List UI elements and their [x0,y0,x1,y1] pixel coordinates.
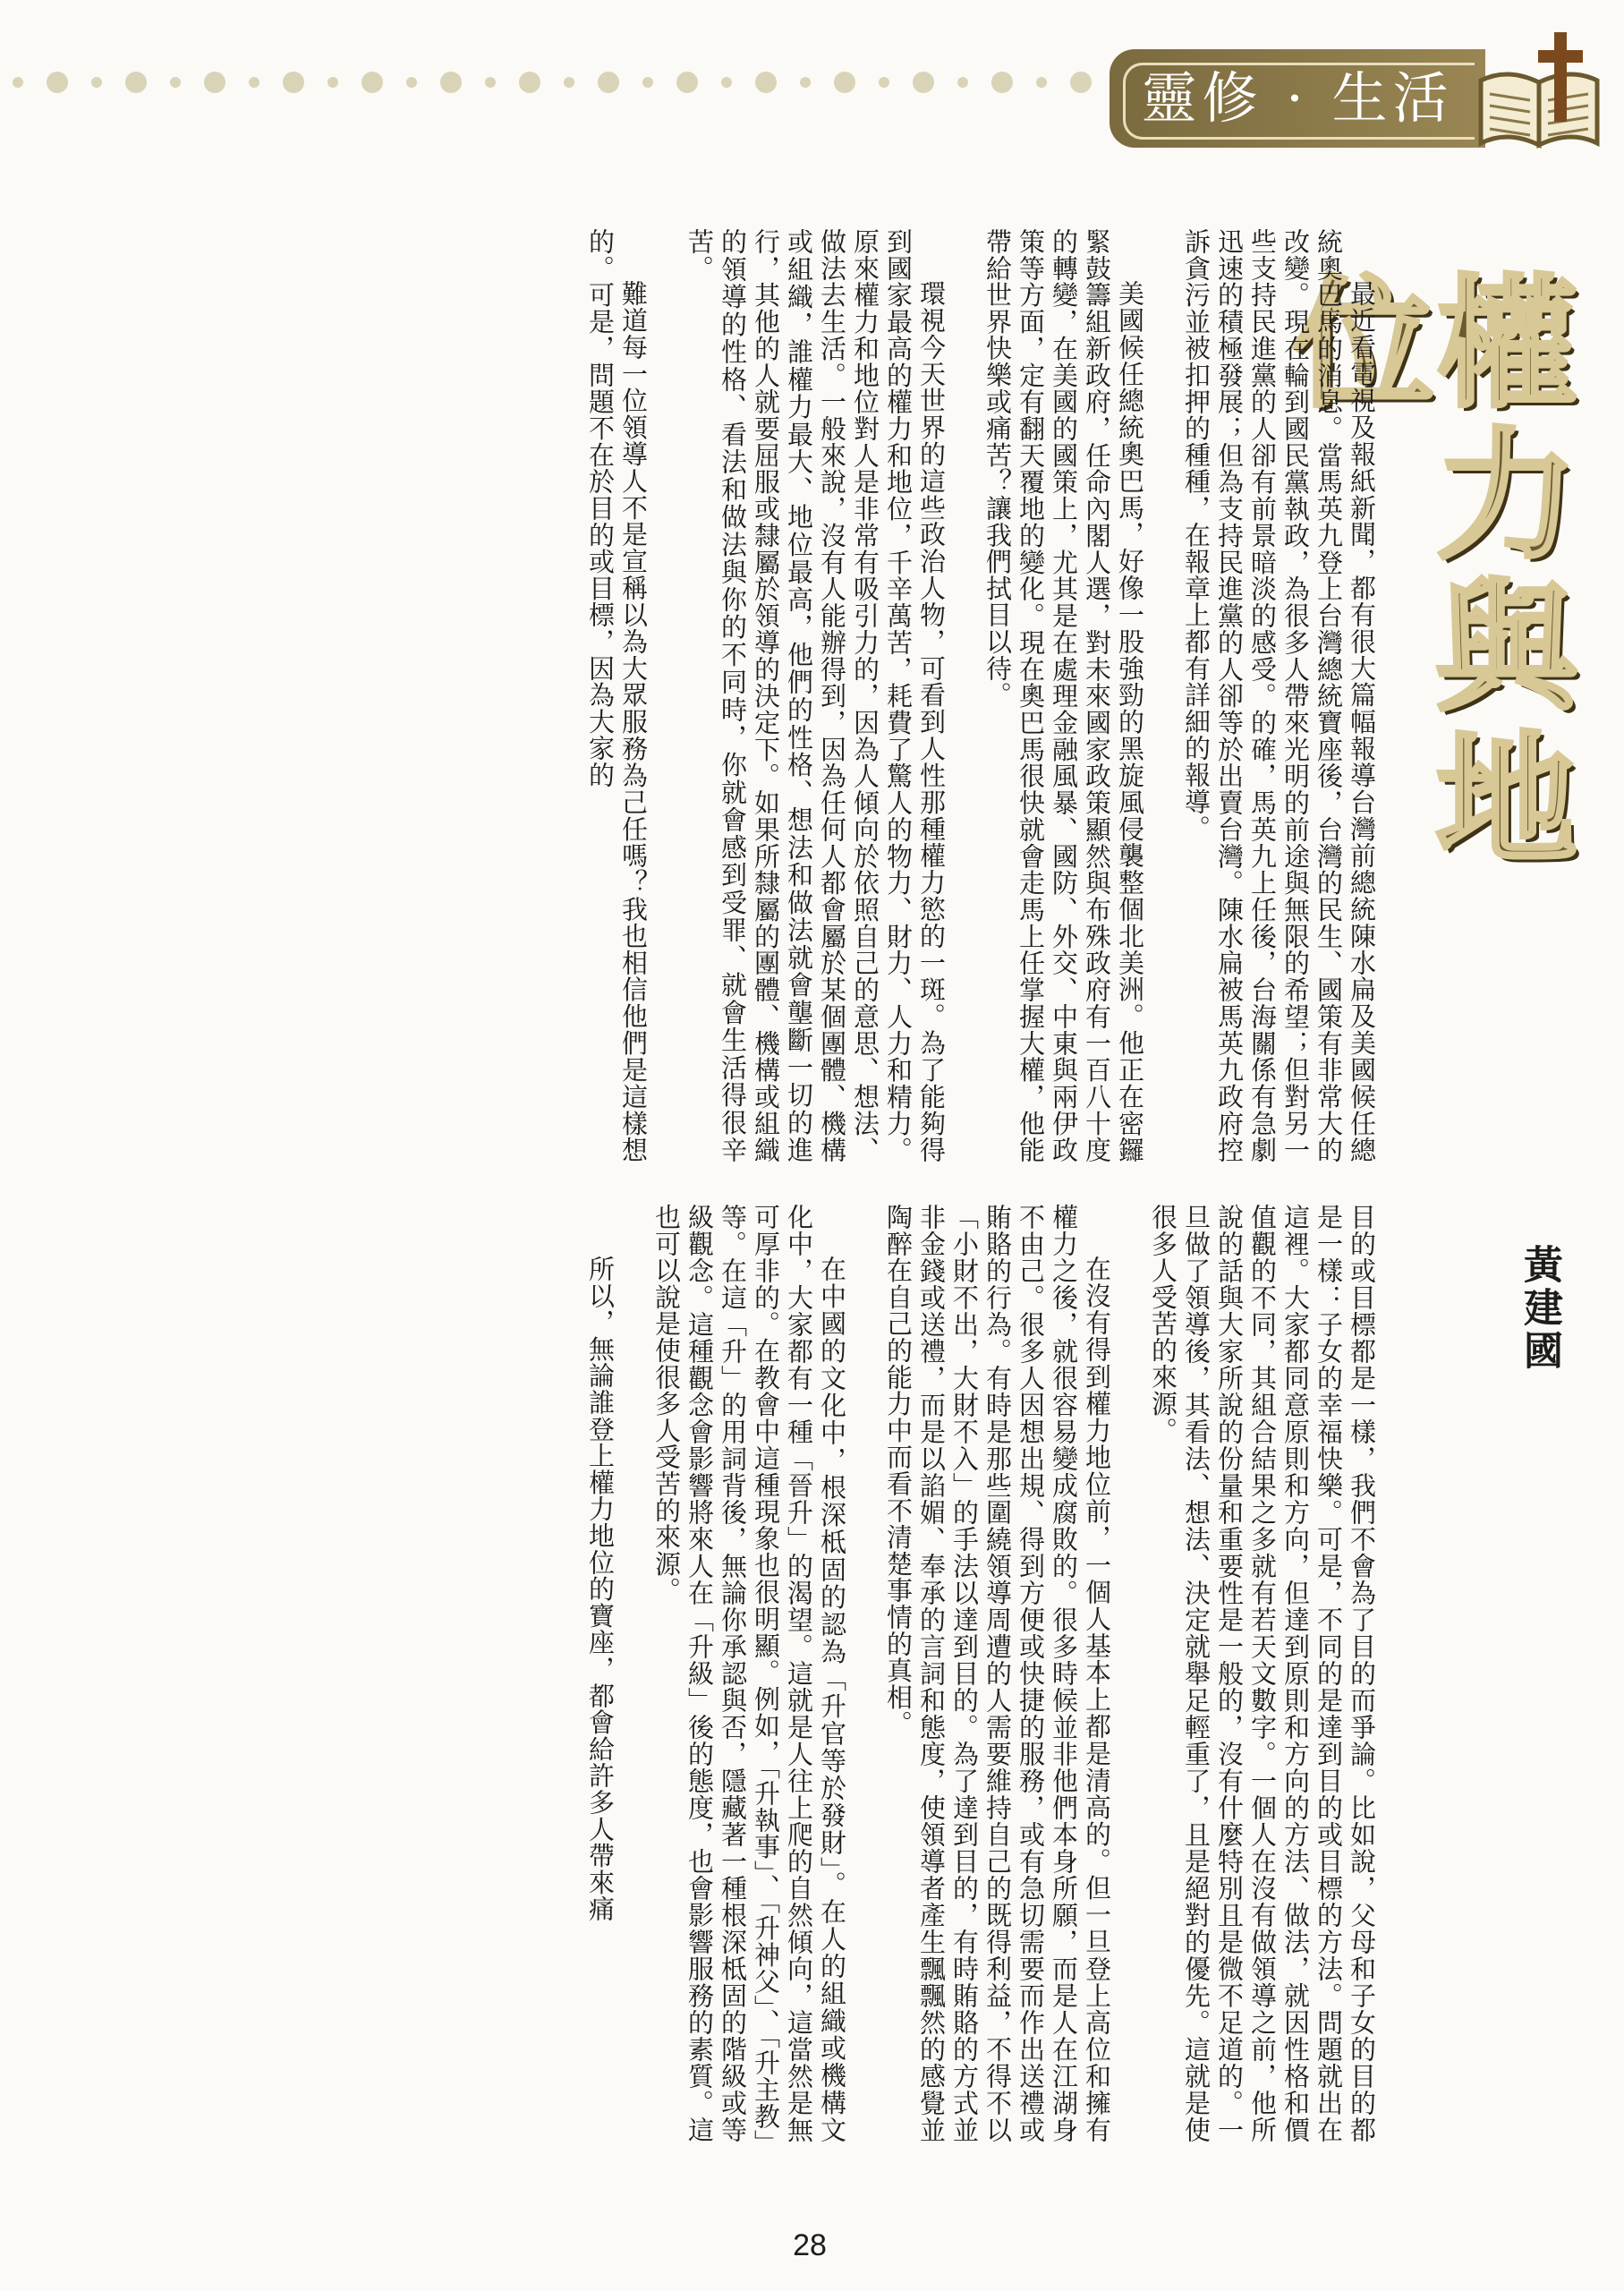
paragraph: 環視今天世界的這些政治人物，可看到人性那種權力慾的一斑。為了能夠得到國家最高的權力和地位，千辛萬苦，耗費了驚人的物力、財力、人力和精力。原來權力和地位對人是非常有吸引力的，因為人傾向於依照自己的意思、想法、做法去生活。一般來說，沒有人能辦得到，因為任何人都會屬於某個團體、機構或組織，誰權力最大、地位最高，他們的性格、想法和做法就會壟斷一切的進行，其他的人就要屈服或隸屬於領導的決定下。如果所隸屬的團體、機構或組織的領導的性格、看法和做法與你的不同時，你就會感到受罪、就會生活得很辛苦。 [684,228,947,1163]
decorative-dot [991,72,1013,93]
paragraph: 在中國的文化中，根深柢固的認為「升官等於發財」。在人的組織或機構文化中，大家都有一種「晉升」的渴望。這就是人往上爬的自然傾向，這當然是無可厚非的。在教會中這種現象也很明顯。例如，「升執事」、「升神父」、「升主教」等。在這「升」的用詞背後，無論你承認與否，隱藏著一種根深柢固的階級或等級觀念。這種觀念會影響將來人在「升級」後的態度，也會影響服務的素質。這也可以說是使很多人受苦的來源。 [651,1204,847,2143]
decorative-dot [485,77,496,88]
paragraph: 美國候任總統奧巴馬，好像一股強勁的黑旋風侵襲整個北美洲。他正在密鑼緊鼓籌組新政府，任命內閣人選，對未來國家政策顯然與布殊政府有一百八十度的轉變，在美國的國策上，尤其是在處理金融風暴、國防、外交、中東與兩伊政策等方面，定有翻天覆地的變化。現在奧巴馬很快就會走馬上任掌握大權，他能帶給世界快樂或痛苦？讓我們拭目以待。 [982,228,1145,1163]
page-number: 28 [793,2228,827,2262]
decorative-dot [800,77,811,88]
decorative-dot [598,72,619,93]
decorative-dot [170,77,181,88]
decorative-dot [249,77,259,88]
decorative-dot [440,72,462,93]
decorative-dot [755,72,777,93]
decorative-dot [564,77,574,88]
open-book-cross-icon [1472,27,1606,161]
decorative-dot [1036,77,1047,88]
paragraph: 最近看電視及報紙新聞，都有很大篇幅報導台灣前總統陳水扁及美國候任總統奧巴馬的消息。當馬英九登上台灣總統寶座後，台灣的民生、國策有非常大的改變。現在輪到國民黨執政，為很多人帶來光明的前途與無限的希望；但對另一些支持民進黨的人卻有前景暗淡的感受。的確，馬英九上任後，台海關係有急劇迅速的積極發展；但為支持民進黨的人卻等於出賣台灣。陳水扁被馬英九政府控訴貪污並被扣押的種種，在報章上都有詳細的報導。 [1181,228,1377,1163]
decorative-dot [406,77,417,88]
decorative-dot [361,72,383,93]
decorative-dot [721,77,732,88]
paragraph: 難道每一位領導人不是宣稱以為大眾服務為己任嗎？我也相信他們是這樣想的。可是，問題不在於目的或目標，因為大家的 [585,228,649,1163]
decorative-dot [47,72,68,93]
article-body-bottom [161,1204,1378,2143]
decorative-dot [327,77,338,88]
decorative-dot [13,77,23,88]
decorative-dot [879,77,889,88]
decorative-dot [957,77,968,88]
decorative-dot [519,72,540,93]
decorative-dot [91,77,102,88]
decorative-dot [642,77,653,88]
decorative-dot [834,72,855,93]
paragraph: 在沒有得到權力地位前，一個人基本上都是清高的。但一旦登上高位和擁有權力之後，就很容易變成腐敗的。很多時候並非他們本身所願，而是人在江湖身不由己。很多人因想出規、得到方便或快捷的服務，或有急切需要而作出送禮或賄賂的行為。有時是那些圍繞領導周遭的人需要維持自己的既得利益，不得不以「小財不出，大財不入」的手法以達到目的。為了達到目的，有時賄賂的方式並非金錢或送禮，而是以諂媚、奉承的言詞和態度，使領導者產生飄飄然的感覺並陶醉在自己的能力中而看不清楚事情的真相。 [883,1204,1112,2143]
decorative-dot [676,72,698,93]
paragraph: 所以，無論誰登上權力地位的寶座，都會給許多人帶來痛 [585,1256,616,1922]
section-title: 靈修 · 生活 [1141,65,1454,131]
decorative-dot [125,72,147,93]
paragraph: 目的或目標都是一樣，我們不會為了目的而爭論。比如說，父母和子女的目的都是一樣：子女的幸福快樂。可是，不同的是達到目的或目標的方法。問題就出在這裡。大家都同意原則和方向，但達到原則和方向的方法、做法，就因性格和價值觀的不同，其組合結果之多就有若天文數字。一個人在沒有做領導之前，他所說的話與大家所說的份量和重要性是一般的，沒有什麼特別且是微不足道的。一旦做了領導後，其看法、想法、決定就舉足輕重了，且是絕對的優先。這就是使很多人受苦的來源。 [1148,1204,1377,2143]
article-body-top [161,228,1378,1163]
decorative-dot [204,72,225,93]
decorative-dot [1070,72,1092,93]
decorative-dot [283,72,304,93]
author-name: 黃建國 [1517,1244,1562,1373]
article-title: 權力與地位 [1269,268,1577,877]
decorative-dot [913,72,934,93]
